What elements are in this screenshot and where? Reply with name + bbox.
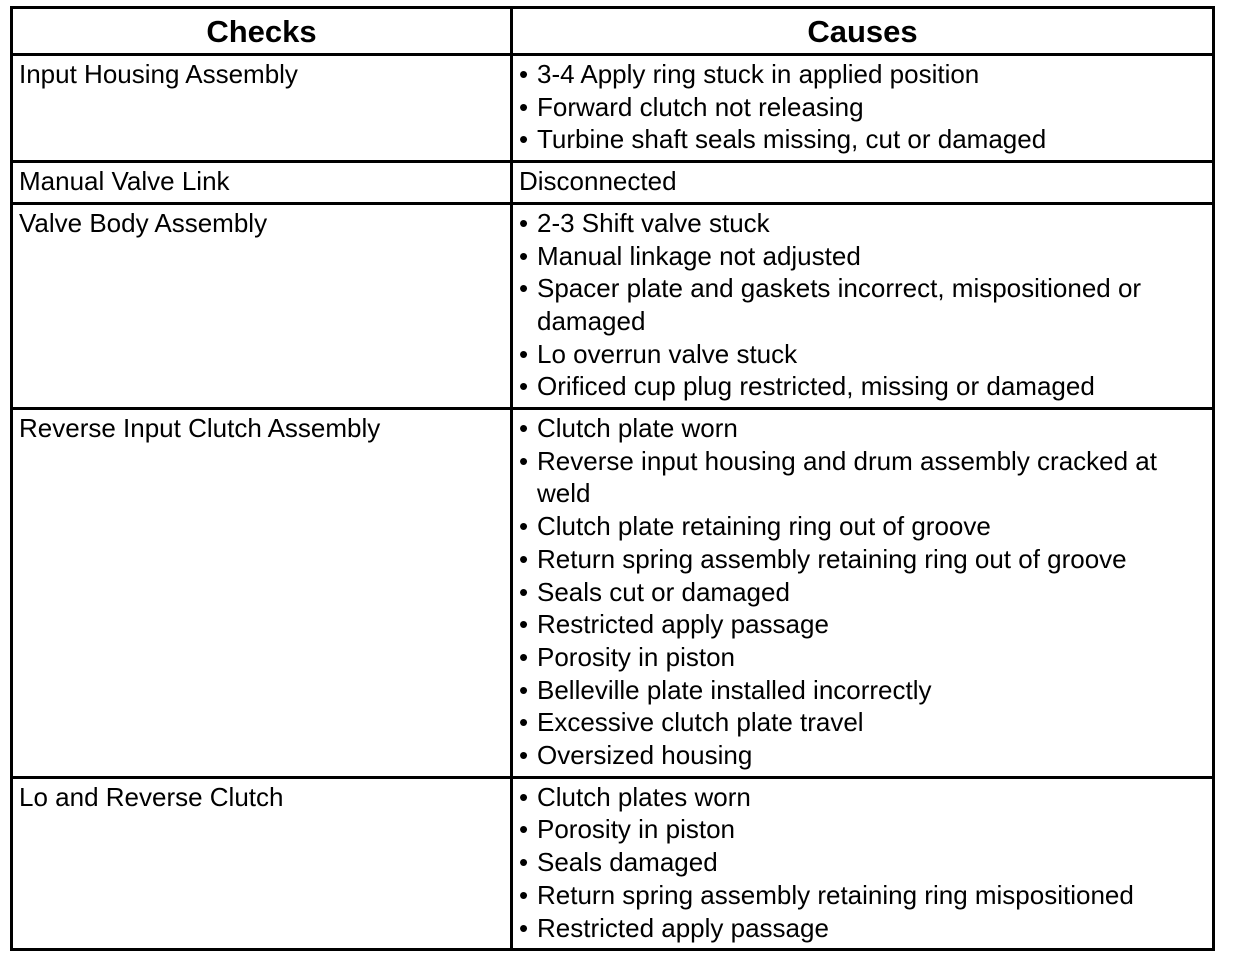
causes-cell	[513, 410, 1212, 776]
check-cell: Lo and Reverse Clutch	[13, 779, 513, 949]
cause-item: • Manual linkage not adjusted	[519, 240, 1206, 273]
check-cell: Input Housing Assembly	[13, 56, 513, 160]
causes-column-header: Causes	[807, 14, 918, 49]
cause-item: • Restricted apply passage	[519, 608, 1206, 641]
causes-list	[519, 412, 1206, 772]
cause-item: • Excessive clutch plate travel	[519, 706, 1206, 739]
cause-item: • Restricted apply passage	[519, 912, 1206, 945]
cause-item: • Oversized housing	[519, 739, 1206, 772]
cause-item: • Seals cut or damaged	[519, 576, 1206, 609]
cause-item: • 3-4 Apply ring stuck in applied position	[519, 58, 1206, 91]
cause-item: • 2-3 Shift valve stuck	[519, 207, 1206, 240]
table-row	[13, 410, 1212, 779]
cause-item: • Return spring assembly retaining ring out of groove	[519, 543, 1206, 576]
cause-item: • Clutch plate retaining ring out of groove	[519, 510, 1206, 543]
cause-item: • Seals damaged	[519, 846, 1206, 879]
causes-list	[519, 781, 1206, 945]
checks-column-header: Checks	[13, 9, 513, 53]
causes-list	[519, 207, 1206, 403]
cause-item: • Orificed cup plug restricted, missing or damaged	[519, 370, 1206, 403]
cause-item: • Forward clutch not releasing	[519, 91, 1206, 124]
check-cell: Manual Valve Link	[13, 163, 513, 202]
cause-item: • Return spring assembly retaining ring mispositioned	[519, 879, 1206, 912]
cause-item: • Clutch plates worn	[519, 781, 1206, 814]
causes-cell	[513, 779, 1212, 949]
table-row	[13, 56, 1212, 163]
causes-cell	[513, 205, 1212, 407]
check-cell: Valve Body Assembly	[13, 205, 513, 407]
cause-item: • Clutch plate worn	[519, 412, 1206, 445]
causes-cell: Disconnected	[519, 166, 677, 197]
cause-item: • Turbine shaft seals missing, cut or damaged	[519, 123, 1206, 156]
causes-list	[519, 58, 1206, 156]
causes-cell	[513, 56, 1212, 160]
cause-item: • Lo overrun valve stuck	[519, 338, 1206, 371]
table-row	[13, 779, 1212, 949]
table-row	[13, 163, 1212, 205]
cause-item: • Spacer plate and gaskets incorrect, mispositioned or damaged	[519, 272, 1206, 337]
cause-item: • Porosity in piston	[519, 813, 1206, 846]
cause-item: • Belleville plate installed incorrectly	[519, 674, 1206, 707]
cause-item: • Reverse input housing and drum assembly cracked at weld	[519, 445, 1206, 510]
check-cell: Reverse Input Clutch Assembly	[13, 410, 513, 776]
cause-item: • Porosity in piston	[519, 641, 1206, 674]
diagnosis-table	[10, 6, 1215, 951]
table-row	[13, 205, 1212, 410]
table-header-row	[13, 9, 1212, 56]
